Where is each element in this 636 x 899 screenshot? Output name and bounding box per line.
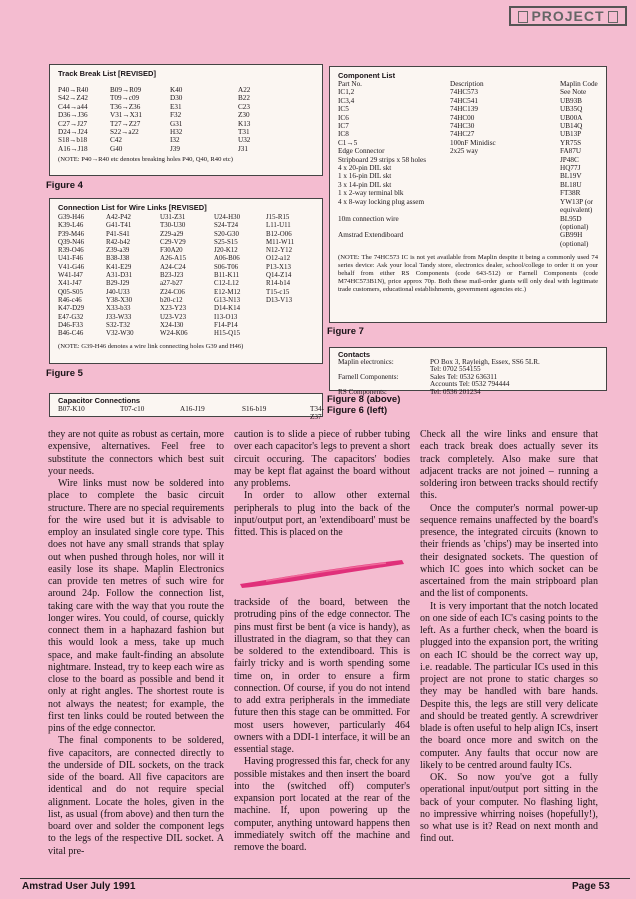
wire-link-cell: R42-b42	[106, 238, 131, 246]
component-part: IC3,4	[338, 96, 355, 105]
wire-link-cell: B38-J38	[106, 255, 130, 263]
track-break-list-title: Track Break List [REVISED]	[58, 69, 156, 78]
contact-detail: PO Box 3, Rayleigh, Essex, SS6 5LR.	[430, 358, 540, 366]
track-break-cell: C23	[238, 102, 250, 111]
track-break-cell: D24→J24	[58, 128, 88, 137]
track-break-cell: U32	[238, 136, 251, 145]
figure-7-caption: Figure 7	[327, 326, 364, 337]
wire-link-cell: K39-L46	[58, 222, 84, 230]
track-break-cell: V31→X31	[110, 111, 142, 120]
track-break-cell: A22	[238, 86, 251, 94]
wire-link-cell: I13-O13	[214, 313, 238, 321]
track-break-cell: T36→Z36	[110, 102, 141, 111]
track-break-cell: F32	[170, 111, 182, 120]
contact-detail: Accounts Tel: 0532 794444	[430, 380, 510, 389]
section-badge-label: PROJECT	[531, 8, 605, 24]
wire-link-cell: Z39-a39	[106, 247, 130, 255]
wire-link-cell: K41-E29	[106, 263, 132, 271]
body-paragraph: OK. So now you've got a fully operational input/output port sitting in the back of your computer. No flashing light, no impressive whirring noises (hopefully!), so what use is it? Read on next month and find out.	[420, 772, 598, 845]
wire-link-cell: F30A20	[160, 247, 183, 255]
wire-link-cell: X33-b33	[106, 305, 131, 313]
component-description: 2x25 way	[450, 147, 479, 156]
figure-5-caption: Figure 5	[46, 368, 83, 379]
body-paragraph: trackside of the board, between the protruding pins of the edge connector. The pins must first be bent (a vice is handy), as illustrated in the diagram, so that they can be soldered to the extendiboard. This is fairly tricky and is worth spending some time on, in order to ensure a firm connection. Of course, if you do not intend to add extra peripherals in the immediate future then this stage can be ommitted. For most users however, particularly 464 owners with a DDI-1 interface, it will be an essential stage.	[234, 597, 410, 755]
component-description: 74HC30	[450, 122, 475, 131]
component-maplin-code: BL95D (optional)	[560, 214, 589, 231]
contacts-rows	[338, 359, 598, 396]
wire-link-cell: X41-J47	[58, 280, 82, 288]
component-row	[338, 164, 598, 172]
wire-link-cell: Q05-S05	[58, 288, 83, 296]
wire-link-cell: U24-H30	[214, 214, 241, 221]
track-break-cell: B22	[238, 94, 250, 103]
component-row	[338, 181, 598, 189]
wire-link-cell: A24-C24	[160, 263, 186, 271]
track-break-cell: T09→c09	[110, 94, 140, 103]
wire-link-cell	[266, 322, 314, 330]
contacts-title: Contacts	[338, 350, 371, 359]
wire-link-cell: Q39-N46	[58, 238, 85, 246]
wire-link-cell: J20-K12	[214, 247, 238, 255]
track-break-cell: D30	[170, 94, 183, 103]
wire-link-cell: K47-D29	[58, 305, 85, 313]
wire-link-cell: E12-M12	[214, 288, 241, 296]
component-row	[338, 231, 598, 248]
wire-link-cell: G41-T41	[106, 222, 132, 230]
component-part: IC7	[338, 122, 349, 131]
body-paragraph: Having progressed this far, check for any possible mistakes and then insert the board into the (switched off) computer's expansion port located at the rear of the machine. If, upon powering up the computer, anything untoward happens then immediately switch off the machine and remove the board.	[234, 756, 410, 853]
component-maplin-code: See Note	[560, 88, 587, 97]
wire-link-cell: U23-V23	[160, 313, 187, 321]
component-row	[338, 122, 598, 130]
wire-link-cell: E47-G32	[58, 313, 84, 321]
component-part: C1→5	[338, 138, 358, 147]
component-part: Stripboard 29 strips x 58 holes	[338, 155, 427, 164]
figure-8-caption: Figure 8 (above)	[327, 394, 401, 405]
component-part: Amstrad Extendiboard	[338, 231, 404, 240]
capacitor-connection: A16-J19	[180, 405, 205, 413]
wire-link-cell: S06-T06	[214, 263, 239, 271]
capacitor-connections-box	[49, 393, 324, 422]
wire-link-cell: G39-H46	[58, 214, 85, 221]
wire-link-cell: P39-M46	[58, 230, 85, 238]
wire-link-cell: S20-G30	[214, 230, 239, 238]
component-list-rows	[338, 88, 598, 248]
component-part: IC8	[338, 130, 349, 139]
wire-links-table	[58, 214, 314, 338]
wire-link-cell: P13-X13	[266, 263, 291, 271]
wire-link-cell: U31-Z31	[160, 214, 186, 221]
capacitor-connection: T07-c10	[120, 405, 145, 413]
wire-link-cell: X24-I30	[160, 321, 184, 329]
track-break-cell: C44→a44	[58, 102, 88, 111]
col-header-part-no: Part No.	[338, 80, 362, 88]
component-row	[338, 105, 598, 113]
component-part: 1 x 2-way terminal blk	[338, 189, 404, 198]
track-break-cell: G40	[110, 144, 123, 153]
wire-link-cell	[266, 314, 314, 322]
component-row	[338, 88, 598, 96]
component-maplin-code: BL18U	[560, 180, 582, 189]
contact-name: RS Components:	[338, 387, 387, 396]
body-paragraph: caution is to slide a piece of rubber tubing over each capacitor's legs to prevent a short circuit occuring. The capacitors' bodies may be kept flat against the board without any problems.	[234, 429, 410, 489]
footer-page-number: Page 53	[572, 881, 610, 892]
wire-link-cell	[266, 305, 314, 313]
wire-link-cell	[266, 330, 314, 338]
component-description: 74HC573	[450, 88, 478, 97]
wire-link-cell: G13-N13	[214, 296, 241, 304]
component-maplin-code: UB00A	[560, 113, 583, 122]
component-list-box	[329, 66, 607, 323]
wire-link-cell: Z29-a29	[160, 230, 184, 238]
wire-link-cell: Y38-X30	[106, 296, 133, 304]
wire-link-cell: S32-T32	[106, 321, 131, 329]
component-part: 10m connection wire	[338, 214, 399, 223]
body-column-2-bottom	[234, 597, 410, 854]
body-column-3	[420, 429, 598, 846]
wire-link-cell: B12-O06	[266, 230, 292, 238]
track-break-cell: S42→Z42	[58, 94, 88, 103]
body-paragraph: In order to allow other external peripherals to plug into the back of the input/output port, an 'extendiboard' must be fitted. This is placed on the	[234, 490, 410, 538]
contact-name: Farnell Components:	[338, 372, 399, 381]
wire-link-cell: A06-B06	[214, 255, 240, 263]
capacitor-connections-title: Capacitor Connections	[58, 396, 141, 405]
track-break-cell: Z30	[238, 111, 250, 120]
wire-links-title: Connection List for Wire Links [REVISED]	[58, 203, 207, 212]
wire-link-cell: P41-S41	[106, 230, 130, 238]
wire-link-cell: D46-F33	[58, 321, 83, 329]
component-row	[338, 198, 598, 215]
component-maplin-code: JP48C	[560, 155, 579, 164]
component-description: 100nF Minidisc	[450, 138, 496, 147]
track-break-cell: A16→J18	[58, 144, 88, 153]
wire-link-cell: L11-U11	[266, 222, 291, 230]
track-break-table	[58, 86, 314, 153]
component-list-title: Component List	[338, 71, 396, 80]
wire-link-cell: b20-c12	[160, 296, 183, 304]
component-description: 74HC139	[450, 105, 478, 114]
body-paragraph: they are not quite as robust as certain, more expensive, alternatives. Feel free to substitute the connectors which best suit your needs.	[48, 429, 224, 477]
component-part: IC6	[338, 113, 349, 122]
component-description: 74HC27	[450, 130, 475, 139]
figure-6-caption: Figure 6 (left)	[327, 405, 388, 416]
body-column-1	[48, 429, 224, 858]
track-break-cell: J39	[170, 144, 180, 153]
component-row	[338, 215, 598, 232]
component-maplin-code: FA87U	[560, 147, 582, 156]
pink-brush-stroke	[236, 556, 406, 590]
wire-link-cell: B29-J29	[106, 280, 130, 288]
component-description: 74HC541	[450, 96, 478, 105]
component-maplin-code: UB13P	[560, 130, 582, 139]
component-list-note: (NOTE: The 74HC573 IC is not yet available from Maplin despite it being a commonly used 74 series device: Ask your local Tandy store, electronics dealer, school/college to order it on your behalf from either RS Components (code 643-512) or Farnell Components (code M74HC573B1N), price approx 70p. Both these mail-order giants will only deal with legitimate trade customers, educational establishments, government agencies etc.)	[338, 254, 598, 294]
component-maplin-code: UB14Q	[560, 122, 583, 131]
wire-link-cell: C29-V29	[160, 238, 186, 246]
body-paragraph: Check all the wire links and ensure that each track break does actually sever its track completely. Also make sure that adjacent tracks are not joined – running a soldering iron between tracks should rectify this.	[420, 429, 598, 502]
wire-link-cell: N12-Y12	[266, 247, 293, 255]
body-paragraph: It is very important that the notch located on one side of each IC's casing points to the left. As a further check, when the board is plugged into the expansion port, the writing on each IC should be the correct way up, i.e. readable. The particular ICs used in this project are not prone to static charges so they may be handled with bare hands. Despite this, the legs are still very delicate and should be treated gently. A screwdriver blade is often useful to help align ICs, insert the board once more and switch on the computer. Any faults that occur now are likely to be centred around faulty ICs.	[420, 600, 598, 771]
component-maplin-code: UB35Q	[560, 105, 583, 114]
wire-link-cell: a27-b27	[160, 280, 183, 288]
wire-link-cell: O12-a12	[266, 255, 291, 263]
component-maplin-code: YW13P (or equivalent)	[560, 197, 594, 215]
contacts-box	[329, 347, 607, 396]
capacitor-connection: T34-Z37	[310, 405, 324, 422]
component-maplin-code: GB99H (optional)	[560, 231, 589, 248]
footer-rule	[20, 878, 630, 879]
track-break-cell: J31	[238, 144, 248, 153]
wire-links-note: (NOTE: G39-H46 denotes a wire link connecting holes G39 and H46)	[58, 343, 244, 351]
wire-link-cell: A42-P42	[106, 214, 131, 221]
component-list-header	[338, 80, 598, 88]
component-part: IC5	[338, 105, 349, 114]
wire-link-cell: X23-Y23	[160, 305, 187, 313]
component-row	[338, 97, 598, 105]
wire-link-cell: S25-S15	[214, 238, 238, 246]
track-break-cell: K13	[238, 119, 251, 128]
track-break-cell: C27→J27	[58, 119, 88, 128]
wire-link-cell: J40-U33	[106, 288, 130, 296]
track-break-cell: T27→Z27	[110, 119, 141, 128]
body-paragraph: The final components to be soldered, five capacitors, are connected directly to the underside of DIL sockets, on the track side of the board. All five capacitors are identical and do not require special alignment. Locate the holes, given in the list, as usual (from above) and then turn the board over and solder the component legs to the legs of the respective DIL socket. A vital pre-	[48, 735, 224, 857]
component-part: IC1,2	[338, 88, 355, 97]
track-break-cell: E31	[170, 102, 182, 111]
wire-link-cell: B11-K11	[214, 272, 240, 280]
track-break-list-box	[49, 64, 323, 176]
wire-link-cell: W24-K06	[160, 330, 188, 338]
wire-link-cell: A26-A15	[160, 255, 187, 263]
component-row	[338, 156, 598, 164]
component-row	[338, 130, 598, 138]
contact-name: Maplin electronics:	[338, 358, 394, 366]
wire-link-cell: R14-b14	[266, 280, 291, 288]
wire-link-cell: U41-F46	[58, 255, 83, 263]
col-header-description: Description	[450, 80, 484, 88]
capacitor-connections-row	[58, 405, 324, 422]
track-break-cell: K40	[170, 86, 183, 94]
component-description: 74HC00	[450, 113, 475, 122]
track-break-cell: C42	[110, 136, 122, 145]
component-row	[338, 147, 598, 155]
track-break-cell: T31	[238, 128, 250, 137]
footer-magazine-date: Amstrad User July 1991	[22, 881, 136, 892]
col-header-maplin-code: Maplin Code	[560, 80, 598, 88]
wire-link-cell: S24-T24	[214, 222, 239, 230]
component-part: Edge Connector	[338, 147, 385, 156]
wire-link-cell: J15-R15	[266, 214, 290, 221]
wire-link-cell: A31-D31	[106, 272, 133, 280]
track-break-cell: I32	[170, 136, 180, 145]
wire-link-cell: R46-c46	[58, 296, 82, 304]
wire-link-cell: T30-U30	[160, 222, 186, 230]
track-break-cell: P40→R40	[58, 86, 89, 94]
wire-link-cell: B46-C46	[58, 330, 84, 338]
wire-link-cell: D13-V13	[266, 296, 293, 304]
contact-detail: Tel: 0702 554155	[430, 365, 481, 374]
wire-link-cell: Z24-C06	[160, 288, 185, 296]
capacitor-connection: S16-b19	[242, 405, 267, 413]
body-paragraph: Wire links must now be soldered into place to complete the basic circuit structure. There are no special requirements for the wire used but it is advisable to employ an insulated single core type. This does not have any small strands that splay out when pushed through holes, nor will it easily lose its shape. Maplin Electronics can provide ten metres of such wire for around 24p. Follow the connection list, taking care with the way that you route the longer wires. You could, of course, quickly connect them in a haphazard fashion but this would look a mess, take up much space, and make fault-finding an absolute nightmare. Instead, try to keep each wire as close to the board as possible and bend it only at right angles. The shortest route is not always the neatest; for example, the first ten links could be routed between the pins of the edge connector.	[48, 478, 224, 734]
component-row	[338, 114, 598, 122]
component-maplin-code: FT38R	[560, 189, 581, 198]
component-part: 3 x 14-pin DIL skt	[338, 180, 392, 189]
wire-link-cell: H15-Q15	[214, 330, 241, 338]
body-column-2-top	[234, 429, 410, 539]
component-part: 4 x 20-pin DIL skt	[338, 164, 392, 173]
wire-link-cell: W41-I47	[58, 272, 83, 280]
wire-link-cell: M11-W11	[266, 238, 295, 246]
component-maplin-code: UB93B	[560, 96, 582, 105]
wire-link-cell: B23-J23	[160, 272, 184, 280]
component-part: 1 x 16-pin DIL skt	[338, 172, 392, 181]
component-maplin-code: YR75S	[560, 138, 582, 147]
component-row	[338, 189, 598, 197]
section-badge	[509, 6, 627, 26]
contact-detail: Tel: 0536 201234	[430, 387, 481, 396]
capacitor-connection: B07-K10	[58, 405, 85, 413]
wire-link-cell: J33-W33	[106, 313, 132, 321]
track-break-cell: H32	[170, 128, 183, 137]
track-break-cell: B09→R09	[110, 86, 142, 94]
component-row	[338, 172, 598, 180]
wire-link-cell: R39-O46	[58, 247, 84, 255]
track-break-cell: S22→a22	[110, 128, 139, 137]
component-maplin-code: BL19V	[560, 172, 582, 181]
track-break-cell: S18→b18	[58, 136, 88, 145]
wire-link-cell: F14-P14	[214, 321, 238, 329]
component-maplin-code: HQ77J	[560, 164, 581, 173]
track-break-note: (NOTE: P40→R40 etc denotes breaking holes P40, Q40, R40 etc)	[58, 156, 233, 164]
figure-4-caption: Figure 4	[46, 180, 83, 191]
component-part: 4 x 8-way locking plug assem	[338, 197, 425, 206]
body-paragraph: Once the computer's normal power-up sequence remains unaffected by the board's presence, the integrated circuits (known to their friends as 'chips') may be inserted into their designated sockets. The question of which IC goes into which socket can be ascertained from the main stripboard plan and the list of components.	[420, 502, 598, 600]
wire-link-cell: C12-L12	[214, 280, 239, 288]
wire-links-box	[49, 198, 323, 364]
wire-link-cell: V32-W30	[106, 330, 134, 338]
wire-link-cell: D14-K14	[214, 305, 241, 313]
track-break-cell: G31	[170, 119, 183, 128]
contact-detail: Sales Tel: 0532 636311	[430, 372, 498, 381]
wire-link-cell: T15-c15	[266, 288, 290, 296]
component-row	[338, 139, 598, 147]
wire-link-cell: V41-G46	[58, 263, 85, 271]
track-break-cell: D36→J36	[58, 111, 88, 120]
wire-link-cell: Q14-Z14	[266, 272, 292, 280]
